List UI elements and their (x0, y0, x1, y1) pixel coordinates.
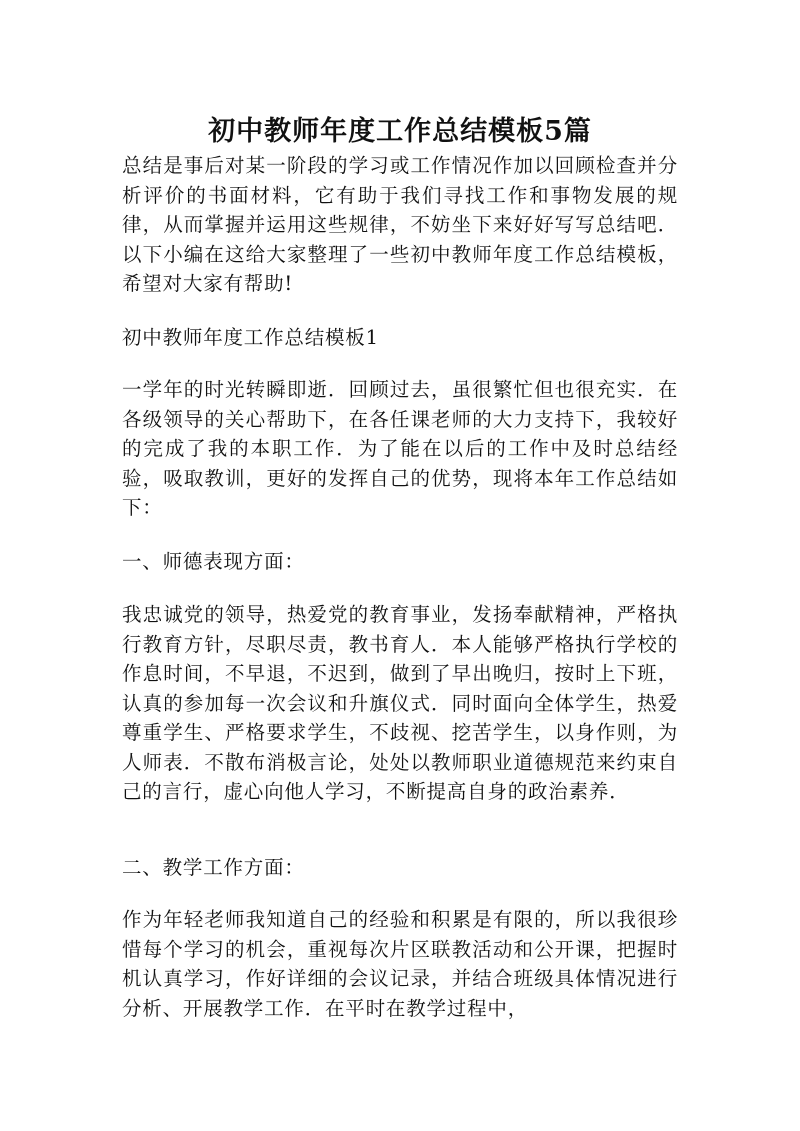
ethics-paragraph: 我忠诚党的领导，热爱党的教育事业，发扬奉献精神，严格执行教育方针，尽职尽责，教书育人．本人能够严格执行学校的作息时间，不早退，不迟到，做到了早出晚归，按时上下班，认真的参加每一次会议和升旗仪式．同时面向全体学生，热爱尊重学生、严格要求学生，不歧视、挖苦学生，以身作则，为人师表．不散布消极言论，处处以教师职业道德规范来约束自己的言行，虚心向他人学习，不断提高自身的政治素养． (122, 603, 678, 803)
point-heading-teaching: 二、教学工作方面： (122, 856, 305, 879)
point-heading-ethics: 一、师德表现方面： (122, 550, 305, 573)
section-paragraph: 一学年的时光转瞬即逝．回顾过去，虽很繁忙但也很充实．在各级领导的关心帮助下，在各任课老师的大力支持下，我较好的完成了我的本职工作．为了能在以后的工作中及时总结经验，吸取教训，更好的发挥自己的优势，现将本年工作总结如下： (122, 378, 678, 519)
intro-paragraph: 总结是事后对某一阶段的学习或工作情况作加以回顾检查并分析评价的书面材料，它有助于我们寻找工作和事物发展的规律，从而掌握并运用这些规律，不妨坐下来好好写写总结吧．以下小编在这给大家整理了一些初中教师年度工作总结模板，希望对大家有帮助! (122, 154, 678, 295)
document-title: 初中教师年度工作总结模板5篇 (208, 116, 592, 147)
section-heading: 初中教师年度工作总结模板1 (122, 326, 379, 349)
teaching-paragraph: 作为年轻老师我知道自己的经验和积累是有限的，所以我很珍惜每个学习的机会，重视每次片区联教活动和公开课，把握时机认真学习，作好详细的会议记录，并结合班级具体情况进行分析、开展教学工作．在平时在教学过程中， (122, 908, 678, 1020)
